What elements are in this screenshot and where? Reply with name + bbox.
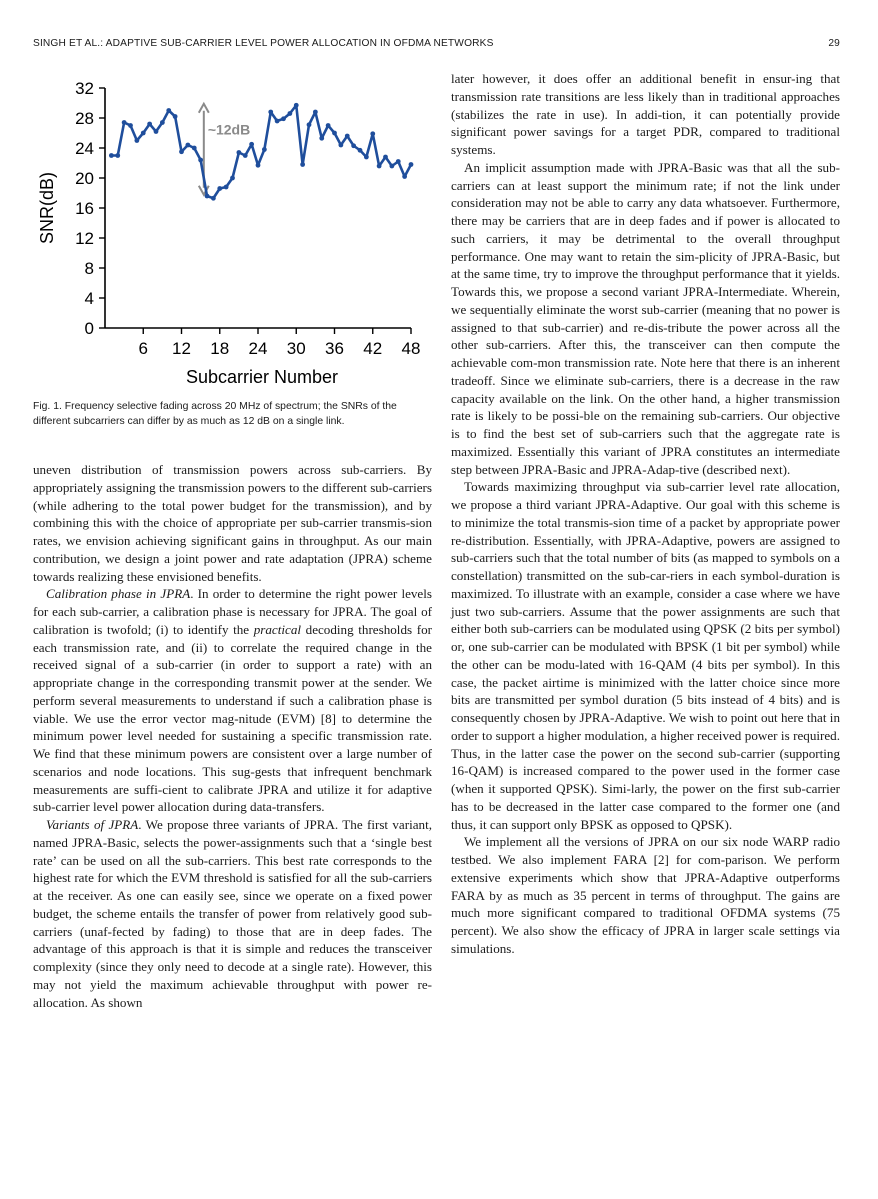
x-axis-label: Subcarrier Number — [185, 367, 339, 387]
snr-data-point — [198, 158, 203, 163]
snr-data-point — [383, 155, 388, 160]
snr-data-point — [332, 131, 337, 136]
run-in-heading: Calibration phase in JPRA — [46, 586, 191, 602]
paragraph-text: . In order to determine the right power levels for each sub-carrier, a calibration phase is necessary for JPRA. The goal of calibration is twofold; (i) to identify the — [33, 586, 432, 637]
y-tick-label: 28 — [75, 109, 94, 128]
snr-data-point — [249, 142, 254, 147]
snr-data-point — [122, 120, 127, 125]
paragraph: We implement all the versions of JPRA on our six node WARP radio testbed. We also implement FARA [2] for com-parison. We perform extensive experiments which show that JPRA-Adaptive outperforms FARA by as much as 35 percent in terms of throughput. The gains are much more significant compared to traditional OFDMA systems (75 percent). We also show the efficacy of JPRA in larger scale settings via simulations. — [451, 834, 840, 956]
snr-data-point — [224, 185, 229, 190]
paragraph: later however, it does offer an additional benefit in ensur-ing that transmission rate transitions are less likely than in traditional approaches (stabilizes the rate in use). In addi-tion, it can potentially provide significant power savings for a target PDR, compared to traditional systems. — [451, 71, 840, 157]
snr-data-point — [307, 122, 312, 127]
snr-data-point — [351, 143, 356, 148]
y-tick-label: 32 — [75, 79, 94, 98]
y-axis-ticks — [75, 79, 105, 338]
y-tick-label: 20 — [75, 169, 94, 188]
snr-data-point — [313, 110, 318, 115]
snr-data-point — [275, 119, 280, 124]
snr-series-line — [111, 105, 411, 198]
snr-data-point — [115, 153, 120, 158]
y-tick-label: 16 — [75, 199, 94, 218]
snr-data-point — [262, 147, 267, 152]
x-tick-label: 42 — [363, 339, 383, 358]
y-tick-label: 12 — [75, 229, 94, 248]
snr-data-point — [338, 143, 343, 148]
snr-data-point — [287, 111, 292, 116]
snr-data-point — [300, 162, 305, 167]
snr-data-point — [230, 176, 235, 181]
paragraph-text: decoding thresholds for each transmission rate, and (ii) to correlate the required change in the received signal of a sub-carrier (in order to support a rate) with an appropriate change in the corresponding transmit power at the sender. We perform several measurements to understand if such a calibration phase is viable. We use the error vector mag-nitude (EVM) [8] to determine the minimum power level needed for sustaining a specific transmission rate. We find that these minimum powers are consistent over a large number of scenarios and node locations. This sug-gests that infrequent benchmark measurements are suffi-cient to calibrate JPRA and utilize it for adaptive sub-carrier level power allocation during data-transfers. — [33, 621, 432, 815]
snr-data-point — [236, 150, 241, 155]
snr-data-point — [109, 153, 114, 158]
x-tick-label: 30 — [286, 339, 306, 358]
x-tick-label: 12 — [172, 339, 191, 358]
snr-data-point — [345, 134, 350, 139]
snr-data-point — [185, 143, 190, 148]
snr-data-point — [294, 103, 299, 108]
snr-data-point — [154, 129, 159, 134]
snr-data-point — [256, 163, 261, 168]
annotation-label: ~12dB — [207, 121, 251, 138]
y-tick-label: 0 — [84, 319, 94, 338]
emphasis: practical — [253, 621, 302, 637]
snr-data-point — [370, 131, 375, 136]
y-axis-label: SNR(dB) — [37, 171, 57, 245]
snr-data-point — [134, 138, 139, 143]
snr-data-point — [160, 120, 165, 125]
snr-data-point — [141, 131, 146, 136]
figure-caption: Fig. 1. Frequency selective fading across 20 MHz of spectrum; the SNRs of the different subcarriers can differ by as much as 12 dB on a single link. — [33, 401, 397, 427]
y-tick-label: 24 — [75, 139, 94, 158]
snr-data-point — [281, 116, 286, 121]
y-tick-label: 8 — [84, 259, 94, 278]
snr-data-point — [205, 194, 210, 199]
paragraph: An implicit assumption made with JPRA-Basic was that all the sub-carriers can at least support the minimum rate; if not the link under consideration may not be able to carry any data whatsoever. Furthermore, there may be carriers that are in deep fades and if power is allocated to such carriers, it may be detrimental to the overall throughput performance. One may want to retain the sim-plicity of JPRA-Basic, but at the same time, try to improve the throughput performance that it yields. Towards this, we propose a second variant JPRA-Intermediate. Wherein, we sequentially eliminate the worst sub-carrier (meaning that no power is assigned to that sub-carrier) and re-dis-tribute the power across all the other sub-carriers. After this, the transceiver can then compute the achievable com-mon transmission rate. Note here that there is an inherent tradeoff. Since we eliminate sub-carriers, there is a decrease in the raw capacity available on the link. On the other hand, a higher transmission rate is likely to be possi-ble on the remaining sub-carriers. Our objective is to find the best set of sub-carriers such that the aggregate rate is maximized. Essentially this variant of JPRA constitutes an intermediate step between JPRA-Basic and JPRA-Adap-tive (described next). — [451, 159, 840, 477]
x-axis-ticks — [139, 328, 421, 358]
snr-data-point — [147, 122, 152, 127]
x-tick-label: 36 — [325, 339, 344, 358]
running-header — [33, 38, 840, 49]
x-tick-label: 6 — [138, 339, 148, 358]
paragraph: uneven distribution of transmission powers across sub-carriers. By appropriately assigning the transmission powers to the different sub-carriers (while adhering to the total power budget for the transmission), and by combining this with the choice of appropriate per sub-carrier transmis-sion rates, we envision achieving significant gains in throughput. As our main contribution, we design a joint power and rate adaptation (JPRA) scheme towards realizing these envisioned benefits. — [33, 462, 432, 584]
run-in-heading: Variants of JPRA — [46, 817, 139, 832]
paragraph — [33, 816, 432, 1011]
x-tick-label: 24 — [248, 339, 268, 358]
snr-data-point — [402, 174, 407, 179]
snr-data-point — [192, 146, 197, 151]
snr-data-point — [173, 114, 178, 119]
snr-data-point — [409, 162, 414, 167]
snr-data-point — [377, 164, 382, 169]
y-tick-label: 4 — [84, 289, 94, 308]
snr-data-point — [268, 110, 273, 115]
snr-data-point — [389, 164, 394, 169]
running-title: SINGH ET AL.: ADAPTIVE SUB-CARRIER LEVEL POWER ALLOCATION IN OFDMA NETWORKS — [33, 38, 494, 49]
snr-figure — [33, 70, 432, 390]
snr-data-point — [358, 148, 363, 153]
snr-data-point — [319, 136, 324, 141]
x-tick-label: 18 — [210, 339, 230, 358]
snr-data-point — [179, 149, 184, 154]
snr-data-point — [396, 159, 401, 164]
snr-data-point — [243, 153, 248, 158]
paragraph-text: . We propose three variants of JPRA. The first variant, named JPRA-Basic, selects the power-assignments such that a ‘single best rate’ can be used on all the sub-carriers. This best rate corresponds to the highest rate for which the EVM threshold is satisfied for all the sub-carriers at the receiver. As one can easily see, since we operate on a fixed power budget, the scheme entails the transfer of power from relatively good sub-carriers (unaf-fected by fading) to those that are in deep fades. The advantage of this approach is that it is simple and reduces the transceiver complexity (since they only need to decode at a single rate). However, this may not yield the maximum achievable throughput with power re-allocation. As shown — [33, 817, 432, 1010]
snr-data-point — [211, 196, 216, 201]
x-tick-label: 48 — [401, 339, 421, 358]
snr-data-point — [217, 186, 222, 191]
snr-data-point — [364, 155, 369, 160]
snr-data-point — [128, 123, 133, 128]
paragraph: Towards maximizing throughput via sub-carrier level rate allocation, we propose a third variant JPRA-Adaptive. Our goal with this scheme is to minimize the total transmis-sion time of a packet by appropriate power re-distribution. Essentially, with JPRA-Adaptive, powers are assigned to sub-carriers such that the total number of bits (as mapped to symbols on a constellation) transmitted on the sub-car-riers in each symbol-duration is maximized. To illustrate with an example, consider a case where we have just two sub-carriers. Assume that the power assignments are such that either both sub-carriers can be modulated using QPSK (2 bits per symbol) or, one sub-carrier can be modulated with BPSK (1 bit per symbol) while the other can be modu-lated with 16-QAM (4 bits per symbol). In this case, the packet airtime is minimized with the latter choice since more bits are transmitted per symbol duration (5 bits instead of 4 bits) and is consequently chosen by JPRA-Adaptive. We wish to point out here that in order to support a higher modulation, a higher received power is required. Thus, in the latter case the power on the second sub-carrier (supporting 16-QAM) is increased compared to the power used in the former case (when it supported QPSK). Simi-larly, the power on the first sub-carrier has to be decreased in the latter case compared to the former one (and thus, it can support only BPSK as opposed to QPSK). — [451, 479, 840, 832]
snr-data-point — [326, 123, 331, 128]
paragraph — [33, 585, 432, 816]
snr-data-point — [166, 108, 171, 113]
page-number: 29 — [828, 38, 840, 49]
